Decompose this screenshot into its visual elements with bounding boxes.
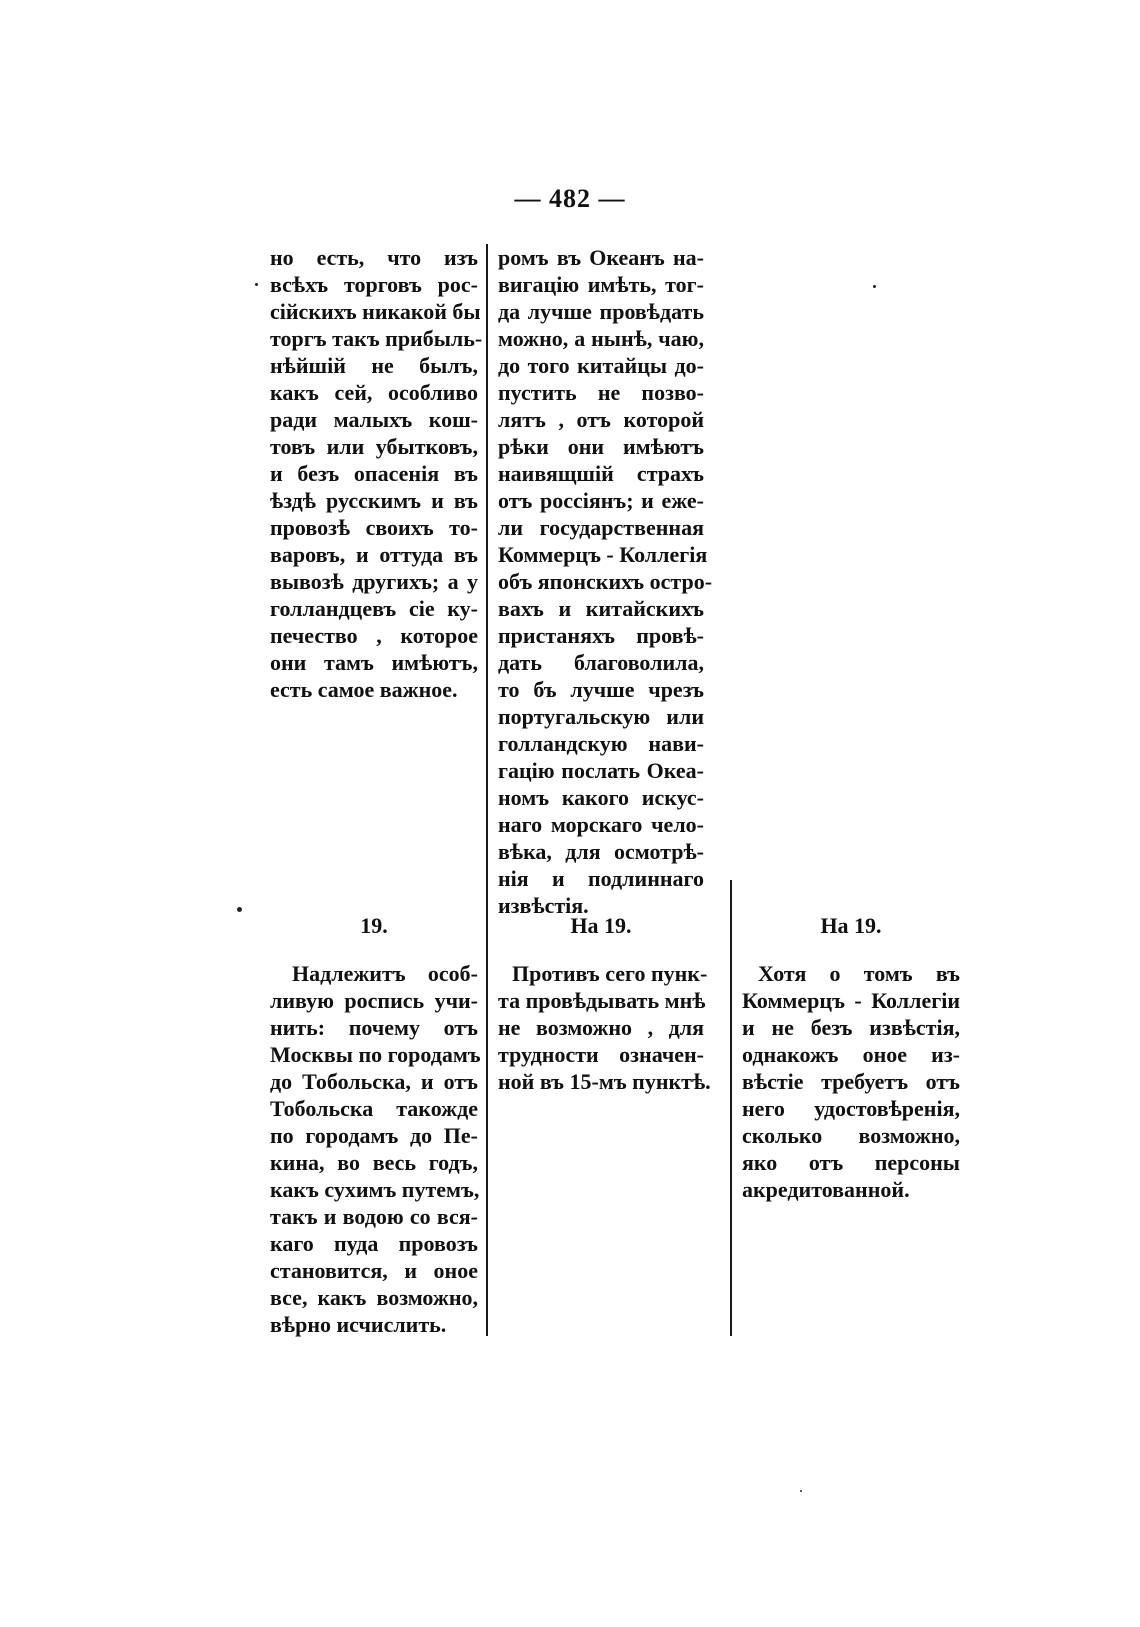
text-line: да лучше провѣдать [498,299,704,324]
text-line: наго морскаго чело- [498,812,704,837]
text-line: объ японскихъ остро- [498,569,713,594]
text-line: сколько возможно, [742,1123,960,1148]
text-line: и не безъ извѣстія, [742,1015,960,1040]
text-line: акредитованной. [742,1177,910,1202]
page-number: — 482 — [514,184,626,213]
upper-middle-paragraph [498,244,713,919]
upper-left-column [270,244,483,703]
text-line: вахъ и китайскихъ [498,596,704,621]
section-heading-left: 19. [360,913,388,938]
text-line: до Тобольска, и отъ [270,1069,478,1094]
text-line: отъ россіянъ; и еже- [498,488,704,513]
text-line: каго пуда провозъ [270,1231,478,1256]
text-line: дать благоволила, [498,650,704,675]
text-line: номъ какого искус- [498,785,704,810]
text-line: голландскую нави- [498,731,704,756]
text-line: нить: почему отъ [270,1015,478,1040]
text-line: та провѣдывать мнѣ [498,988,706,1013]
text-line: печество , которое [270,623,478,648]
text-line: извѣстія. [498,893,589,918]
text-line: вывозѣ другихъ; а у [270,569,478,594]
text-line: не возможно , для [498,1015,704,1040]
lower-left-paragraph [270,960,481,1338]
text-line: кина, во весь годъ, [270,1150,478,1175]
text-line: такъ и водою со вся- [270,1204,478,1229]
scan-speck [255,283,258,286]
text-line: вѣрно исчислить. [270,1312,447,1337]
text-line: есть самое важное. [270,677,458,702]
lower-right-paragraph [742,960,960,1203]
scan-speck [237,907,242,912]
text-line: Москвы по городамъ [270,1042,481,1067]
text-line: Тобольска такожде [270,1096,478,1121]
text-line: трудности означен- [498,1042,704,1067]
scan-speck [800,1490,802,1492]
text-line: ради малыхъ кош- [270,407,478,432]
text-line: товъ или убытковъ, [270,434,478,459]
text-line: ной въ 15-мъ пунктѣ. [498,1069,711,1094]
text-line: вѣстіе требуетъ отъ [742,1069,960,1094]
text-line: становится, и оное [270,1258,478,1283]
text-line: то бъ лучше чрезъ [498,677,704,702]
column-divider-right [730,880,732,1336]
text-line: до того китайцы до- [498,353,704,378]
column-divider-left [486,244,488,1336]
text-line: провозѣ своихъ то- [270,515,478,540]
section-heading-middle: На 19. [570,913,632,938]
lower-middle-paragraph [498,960,711,1095]
text-line: голландцевъ сіе ку- [270,596,478,621]
text-line: нія и подлиннаго [498,866,704,891]
text-line: наивящшій страхъ [498,461,704,486]
text-line: Коммерцъ - Коллегіи [742,988,960,1013]
text-line: какъ сей, особливо [270,380,478,405]
upper-middle-column [498,244,713,919]
text-line: лятъ , отъ которой [498,407,704,432]
text-line: него удостовѣренія, [742,1096,960,1121]
text-line: ѣздѣ русскимъ и въ [270,488,478,513]
text-line: по городамъ до Пе- [270,1123,478,1148]
text-line: вѣка, для осмотрѣ- [498,839,704,864]
text-line: сійскихъ никакой бы [270,299,481,324]
text-line: ромъ въ Океанъ на- [498,245,704,270]
text-line: варовъ, и оттуда въ [270,542,478,567]
text-line: торгъ такъ прибыль- [270,326,483,351]
text-line: ливую роспись учи- [270,988,478,1013]
text-line: всѣхъ торговъ рос- [270,272,478,297]
text-line: Противъ сего пунк- [512,961,708,986]
section-heading-right: На 19. [820,913,882,938]
text-line: Хотя о томъ въ [758,961,960,986]
text-line: они тамъ имѣютъ, [270,650,478,675]
lower-left-column [270,960,481,1338]
text-line: и безъ опасенія въ [270,461,478,486]
lower-middle-column [498,960,711,1095]
text-line: можно, а нынѣ, чаю, [498,326,704,351]
text-line: яко отъ персоны [742,1150,960,1175]
text-line: пустить не позво- [498,380,704,405]
text-line: ли государственная [498,515,704,540]
text-line: рѣки они имѣютъ [498,434,704,459]
text-line: нѣйшій не былъ, [270,353,478,378]
text-line: вигацію имѣть, тог- [498,272,704,297]
text-line: гацію послать Океа- [498,758,704,783]
lower-right-column [742,960,960,1203]
text-line: все, какъ возможно, [270,1285,478,1310]
text-line: но есть, что изъ [270,245,478,270]
text-line: Надлежитъ особ- [292,961,478,986]
upper-left-paragraph [270,244,483,703]
text-line: какъ сухимъ путемъ, [270,1177,480,1202]
scan-speck [873,285,876,288]
text-line: Коммерцъ - Коллегія [498,542,708,567]
text-line: однакожъ оное из- [742,1042,960,1067]
text-line: португальскую или [498,704,704,729]
text-line: пристаняхъ провѣ- [498,623,704,648]
